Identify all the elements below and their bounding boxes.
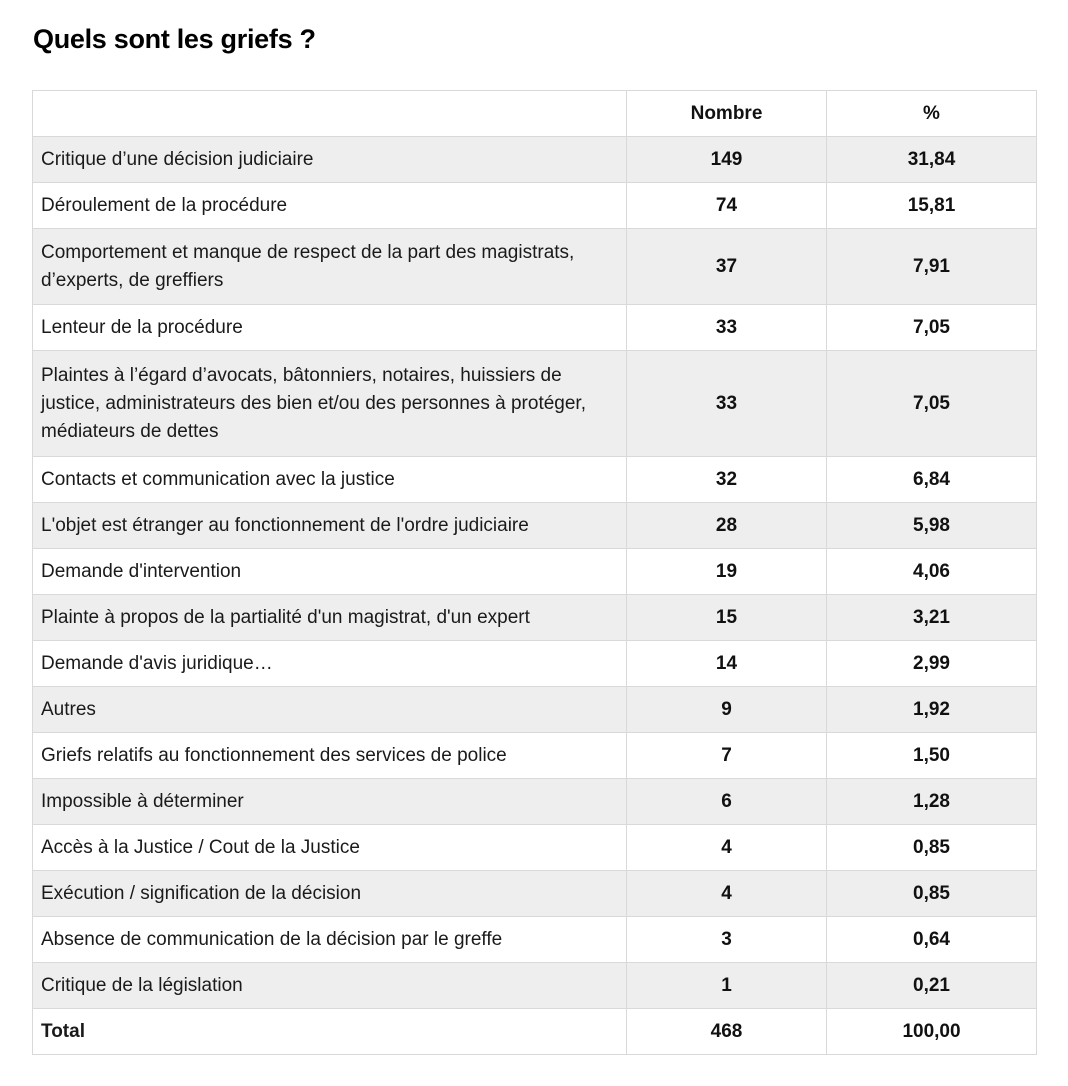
table-row [33, 351, 1037, 457]
row-percent: 0,21 [827, 963, 1037, 1009]
row-label: Lenteur de la procédure [33, 305, 627, 351]
row-percent: 2,99 [827, 641, 1037, 687]
row-label: Exécution / signification de la décision [33, 871, 627, 917]
row-label: L'objet est étranger au fonctionnement de l'ordre judiciaire [33, 503, 627, 549]
row-label: Demande d'intervention [33, 549, 627, 595]
row-label: Accès à la Justice / Cout de la Justice [33, 825, 627, 871]
row-nombre: 7 [627, 733, 827, 779]
table-row [33, 917, 1037, 963]
row-percent: 1,28 [827, 779, 1037, 825]
row-nombre: 4 [627, 871, 827, 917]
table-row [33, 183, 1037, 229]
table-row [33, 733, 1037, 779]
table-row [33, 305, 1037, 351]
table-row [33, 641, 1037, 687]
table-header-row [33, 91, 1037, 137]
row-percent: 3,21 [827, 595, 1037, 641]
row-nombre: 149 [627, 137, 827, 183]
row-percent: 7,05 [827, 305, 1037, 351]
page-title: Quels sont les griefs ? [33, 24, 316, 54]
row-nombre: 6 [627, 779, 827, 825]
table-row [33, 549, 1037, 595]
row-percent: 4,06 [827, 549, 1037, 595]
row-nombre: 74 [627, 183, 827, 229]
header-label [33, 91, 627, 137]
row-percent: 0,64 [827, 917, 1037, 963]
table-row [33, 779, 1037, 825]
total-nombre: 468 [627, 1009, 827, 1055]
row-nombre: 14 [627, 641, 827, 687]
row-label: Demande d'avis juridique… [33, 641, 627, 687]
total-label: Total [33, 1009, 627, 1055]
row-percent: 31,84 [827, 137, 1037, 183]
row-nombre: 1 [627, 963, 827, 1009]
table-row [33, 229, 1037, 305]
row-nombre: 15 [627, 595, 827, 641]
total-row [33, 1009, 1037, 1055]
row-nombre: 33 [627, 305, 827, 351]
row-nombre: 9 [627, 687, 827, 733]
row-label: Critique d’une décision judiciaire [33, 137, 627, 183]
row-nombre: 4 [627, 825, 827, 871]
row-nombre: 19 [627, 549, 827, 595]
table-row [33, 825, 1037, 871]
table-row [33, 595, 1037, 641]
table-row [33, 503, 1037, 549]
row-label: Déroulement de la procédure [33, 183, 627, 229]
row-label: Comportement et manque de respect de la part des magistrats, d’experts, de greffiers [33, 229, 627, 305]
row-nombre: 37 [627, 229, 827, 305]
table-row [33, 871, 1037, 917]
row-label: Plainte à propos de la partialité d'un magistrat, d'un expert [33, 595, 627, 641]
row-label: Autres [33, 687, 627, 733]
row-percent: 7,91 [827, 229, 1037, 305]
header-percent: % [827, 91, 1037, 137]
row-label: Griefs relatifs au fonctionnement des services de police [33, 733, 627, 779]
row-percent: 15,81 [827, 183, 1037, 229]
row-nombre: 33 [627, 351, 827, 457]
row-nombre: 3 [627, 917, 827, 963]
row-percent: 0,85 [827, 871, 1037, 917]
row-percent: 6,84 [827, 457, 1037, 503]
total-percent: 100,00 [827, 1009, 1037, 1055]
row-label: Absence de communication de la décision par le greffe [33, 917, 627, 963]
row-label: Plaintes à l’égard d’avocats, bâtonniers, notaires, huissiers de justice, administrateurs des bien et/ou des personnes à protéger, médiateurs de dettes [33, 351, 627, 457]
table-row [33, 687, 1037, 733]
row-label: Critique de la législation [33, 963, 627, 1009]
table-row [33, 457, 1037, 503]
table-row [33, 963, 1037, 1009]
row-percent: 5,98 [827, 503, 1037, 549]
row-percent: 1,92 [827, 687, 1037, 733]
row-label: Impossible à déterminer [33, 779, 627, 825]
row-percent: 0,85 [827, 825, 1037, 871]
row-percent: 7,05 [827, 351, 1037, 457]
row-percent: 1,50 [827, 733, 1037, 779]
row-label: Contacts et communication avec la justice [33, 457, 627, 503]
header-nombre: Nombre [627, 91, 827, 137]
row-nombre: 28 [627, 503, 827, 549]
row-nombre: 32 [627, 457, 827, 503]
table-row [33, 137, 1037, 183]
griefs-table [32, 90, 1037, 1055]
